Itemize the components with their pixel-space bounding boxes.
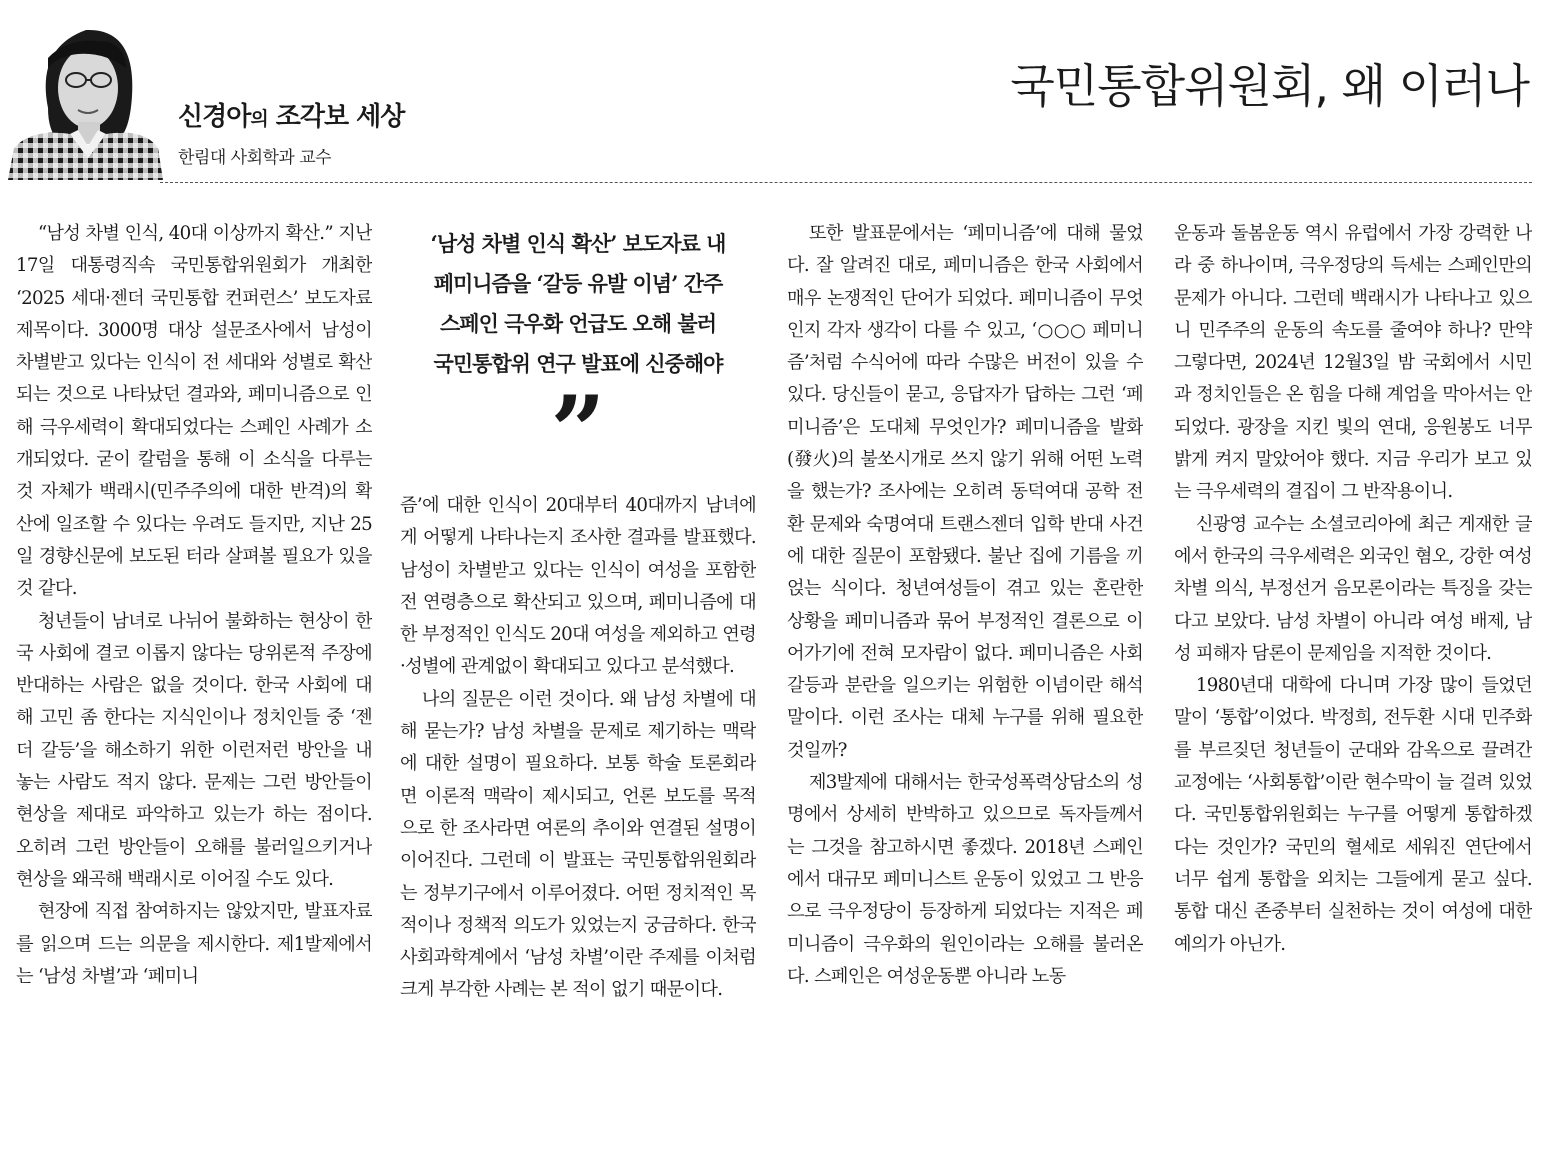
column-header <box>0 0 1541 185</box>
paragraph: 1980년대 대학에 다니며 가장 많이 들었던 말이 ‘통합’이었다. 박정희, 전두환 시대 민주화를 부르짖던 청년들이 군대와 감옥으로 끌려간 교정에는 ‘사회통합’이란 현수막이 늘 걸려 있었다. 국민통합위원회는 누구를 어떻게 통합하겠다는 것인가? 국민의 혈세로 세워진 연단에서 너무 쉽게 통합을 외치는 그들에게 묻고 싶다. 통합 대신 존중부터 실천하는 것이 여성에 대한 예의가 아닌가. <box>1174 675 1532 955</box>
author-affiliation: 한림대 사회학과 교수 <box>178 148 332 168</box>
paragraph: 신광영 교수는 소셜코리아에 최근 게재한 글에서 한국의 극우세력은 외국인 혐오, 강한 여성 차별 의식, 부정선거 음모론이라는 특징을 갖는다고 보았다. 남성 차별이 아니라 여성 배제, 남성 피해자 담론이 문제임을 지적한 것이다. <box>1174 513 1532 664</box>
pull-quote-line: 스페인 극우화 언급도 오해 불러 <box>440 311 716 336</box>
paragraph: 청년들이 남녀로 나뉘어 불화하는 현상이 한국 사회에 결코 이롭지 않다는 당위론적 주장에 반대하는 사람은 없을 것이다. 한국 사회에 대해 고민 좀 한다는 지식인이나 정치인들 중 ‘젠더 갈등’을 해소하기 위한 이런저런 방안을 내놓는 사람도 적지 않다. 문제는 그런 방안들이 현상을 제대로 파악하고 있는가 하는 점이다. 오히려 그런 방안들이 오해를 불러일으키거나 현상을 왜곡해 백래시로 이어질 수도 있다. <box>16 610 372 890</box>
author-name-particle: 의 <box>250 108 268 130</box>
paragraph: 또한 발표문에서는 ‘페미니즘’에 대해 물었다. 잘 알려진 대로, 페미니즘은 한국 사회에서 매우 논쟁적인 단어가 되었다. 페미니즘이 무엇인지 각자 생각이 다를 수 있고, ‘○○○ 페미니즘’처럼 수식어에 따라 수많은 버전이 있을 수 있다. 당신들이 묻고, 응답자가 답하는 그런 ‘페미니즘’은 도대체 무엇인가? 페미니즘을 발화(發火)의 불쏘시개로 쓰지 않기 위해 어떤 노력을 했는가? 조사에는 오히려 동덕여대 공학 전환 문제와 숙명여대 트랜스젠더 입학 반대 사건에 대한 질문이 포함됐다. 불난 집에 기름을 끼얹는 식이다. 청년여성들이 겪고 있는 혼란한 상황을 페미니즘과 묶어 부정적인 결론으로 이어가기에 전혀 모자람이 없다. 페미니즘은 사회 갈등과 분란을 일으키는 위험한 이념이란 해석 말이다. 이런 조사는 대체 누구를 위해 필요한 것일까? <box>787 223 1143 761</box>
pull-quote <box>388 224 768 488</box>
paragraph: 제3발제에 대해서는 한국성폭력상담소의 성명에서 상세히 반박하고 있으므로 독자들께서는 그것을 참고하시면 좋겠다. 2018년 스페인에서 대규모 페미니스트 운동이 있었고 그 반응으로 극우정당이 등장하게 되었다는 지적은 페미니즘이 극우화의 원인이라는 오해를 불러온다. 스페인은 여성운동뿐 아니라 노동 <box>787 772 1143 987</box>
column-title: 조각보 세상 <box>267 102 405 132</box>
page-title: 국민통합위원회, 왜 이러나 <box>1010 59 1529 113</box>
author-name: 신경아 <box>178 102 251 132</box>
paragraph: 운동과 돌봄운동 역시 유럽에서 가장 강력한 나라 중 하나이며, 극우정당의 득세는 스페인만의 문제가 아니다. 그런데 백래시가 나타나고 있으니 민주주의 운동의 속도를 줄여야 하나? 만약 그렇다면, 2024년 12월3일 밤 국회에서 시민과 정치인들은 온 힘을 다해 계엄을 막아서는 안 되었다. 광장을 지킨 빛의 연대, 응원봉도 너무 밝게 켜지 말았어야 했다. 지금 우리가 보고 있는 극우세력의 결집이 그 반작용이니. <box>1174 223 1532 503</box>
paragraph: “남성 차별 인식, 40대 이상까지 확산.” 지난 17일 대통령직속 국민통합위원회가 개최한 ‘2025 세대·젠더 국민통합 컨퍼런스’ 보도자료 제목이다. 3000명 대상 설문조사에서 남성이 차별받고 있다는 인식이 전 세대와 성별로 확산되는 것으로 나타났던 결과와, 페미니즘으로 인해 극우세력이 확대되었다는 스페인 사례가 소개되었다. 굳이 칼럼을 통해 이 소식을 다루는 것 자체가 백래시(민주주의에 대한 반격)의 확산에 일조할 수 있다는 우려도 들지만, 지난 25일 경향신문에 보도된 터라 살펴볼 필요가 있을 것 같다. <box>16 223 372 600</box>
quote-mark-icon: ” <box>550 375 606 488</box>
paragraph: 현장에 직접 참여하지는 않았지만, 발표자료를 읽으며 드는 의문을 제시한다. 제1발제에서는 ‘남성 차별’과 ‘페미니 <box>16 901 372 987</box>
column-series-title <box>178 96 404 133</box>
author-portrait <box>8 8 163 180</box>
article-column-2 <box>400 490 756 1153</box>
article-column-4 <box>1174 218 1532 1153</box>
paragraph: 나의 질문은 이런 것이다. 왜 남성 차별에 대해 묻는가? 남성 차별을 문제로 제기하는 맥락에 대한 설명이 필요하다. 보통 학술 토론회라면 이론적 맥락이 제시되고, 언론 보도를 목적으로 한 조사라면 여론의 추이와 연결된 설명이 이어진다. 그런데 이 발표는 국민통합위원회라는 정부기구에서 이루어졌다. 어떤 정치적인 목적이나 정책적 의도가 있었는지 궁금하다. 한국 사회과학계에서 ‘남성 차별’이란 주제를 이처럼 크게 부각한 사례는 본 적이 없기 때문이다. <box>400 688 756 1001</box>
paragraph: 즘’에 대한 인식이 20대부터 40대까지 남녀에게 어떻게 나타나는지 조사한 결과를 발표했다. 남성이 차별받고 있다는 인식이 여성을 포함한 전 연령층으로 확산되고 있으며, 페미니즘에 대한 부정적인 인식도 20대 여성을 제외하고 연령·성별에 관계없이 확대되고 있다고 분석했다. <box>400 495 756 678</box>
article-column-1 <box>16 218 372 1153</box>
article-column-3 <box>787 218 1143 1153</box>
pull-quote-line: 국민통합위 연구 발표에 신중해야 <box>433 351 723 376</box>
pull-quote-line: ‘남성 차별 인식 확산’ 보도자료 내 <box>430 231 726 256</box>
pull-quote-line: 페미니즘을 ‘갈등 유발 이념’ 간주 <box>433 271 723 296</box>
header-divider <box>160 182 1532 183</box>
